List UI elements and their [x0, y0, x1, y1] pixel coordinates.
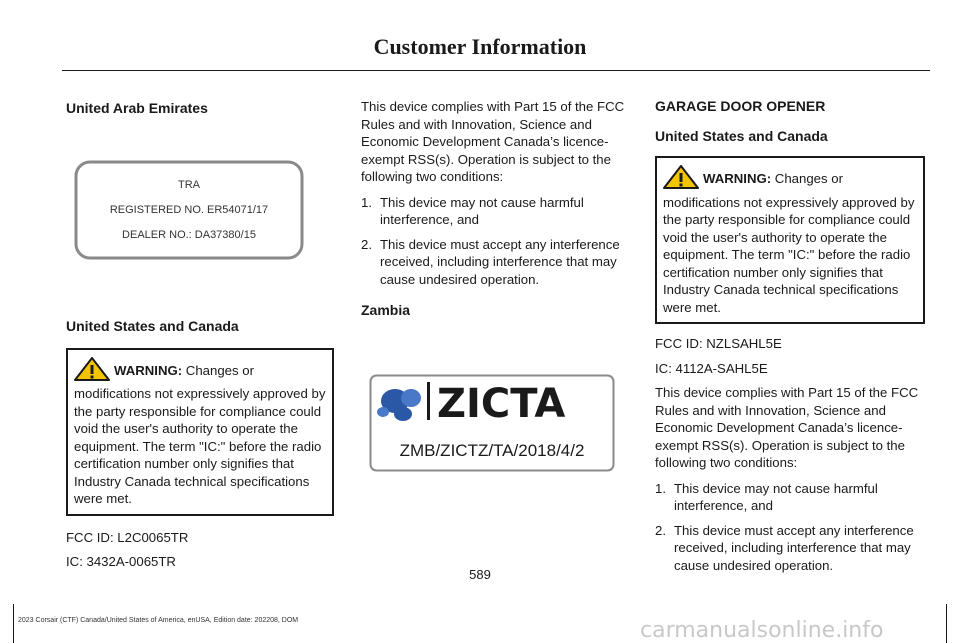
list-item: 2. This device must accept any interference received, including interference that may cause undesired operation. — [655, 522, 914, 573]
zambia-heading: Zambia — [361, 302, 411, 318]
uae-heading: United Arab Emirates — [66, 100, 208, 116]
watermark: carmanualsonline.info — [640, 618, 884, 643]
warning-box — [655, 156, 925, 324]
column-1 — [66, 92, 334, 571]
tra-label-line1: TRA — [178, 178, 200, 191]
us-canada-heading: United States and Canada — [655, 127, 828, 144]
tra-label — [74, 160, 304, 260]
conditions-list — [361, 194, 631, 289]
footer-edition: 2023 Corsair (CTF) Canada/United States of America, enUSA, Edition date: 202208, DOM — [18, 617, 299, 624]
warning-text: Changes or modifications not expressively approved by the party responsible for compliance could void the user's authority to operate the equipment. The term "IC:" before the radio certification number only signifies that Industry Canada technical specifications were met. — [663, 171, 915, 315]
ic-number: IC: 4112A-SAHL5E — [655, 360, 768, 376]
zicta-logo-text: ZICTA — [437, 380, 566, 427]
crop-mark-right — [946, 604, 947, 643]
page-title: Customer Information — [373, 34, 587, 59]
warning-box — [66, 348, 334, 516]
zicta-label — [369, 374, 615, 472]
list-item: 2. This device must accept any interference received, including interference that may cause undesired operation. — [361, 236, 620, 287]
warning-label: WARNING: — [703, 171, 772, 186]
fcc-id: FCC ID: L2C0065TR — [66, 529, 189, 545]
us-canada-heading: United States and Canada — [66, 318, 239, 334]
section-heading: GARAGE DOOR OPENER — [655, 98, 826, 114]
compliance-intro: This device complies with Part 15 of the FCC Rules and with Innovation, Science and Economic Development Canada’s licence-exempt RSS(s). Operation is subject to the following two conditions: — [361, 99, 625, 184]
zicta-code: ZMB/ZICTZ/TA/2018/4/2 — [399, 440, 585, 460]
uae-tra-label-image — [66, 160, 334, 265]
ic-number: IC: 3432A-0065TR — [66, 554, 176, 569]
column-3 — [655, 92, 925, 581]
list-item: 1. This device may not cause harmful interference, and — [361, 194, 584, 227]
page-number: 589 — [469, 567, 491, 582]
warning-label: WARNING: — [114, 362, 183, 378]
zicta-label-image — [361, 374, 631, 477]
warning-triangle-icon — [74, 357, 110, 386]
crop-mark-left — [13, 604, 14, 643]
warning-text: Changes or modifications not expressively approved by the party responsible for compliance could void the user's authority to operate the equipment. The term "IC:" before the radio certification number only signifies that Industry Canada technical specifications were met. — [74, 362, 326, 506]
header-divider — [62, 70, 930, 71]
tra-label-line2: REGISTERED NO. ER54071/17 — [109, 203, 269, 216]
warning-triangle-icon — [663, 165, 699, 194]
tra-label-line3: DEALER NO.: DA37380/15 — [122, 228, 256, 241]
column-2 — [361, 92, 631, 476]
compliance-intro: This device complies with Part 15 of the FCC Rules and with Innovation, Science and Economic Development Canada’s licence-exempt RSS(s). Operation is subject to the following two conditions: — [655, 385, 919, 470]
conditions-list — [655, 480, 925, 575]
fcc-id: FCC ID: NZLSAHL5E — [655, 336, 782, 351]
list-item: 1. This device may not cause harmful interference, and — [655, 480, 878, 513]
